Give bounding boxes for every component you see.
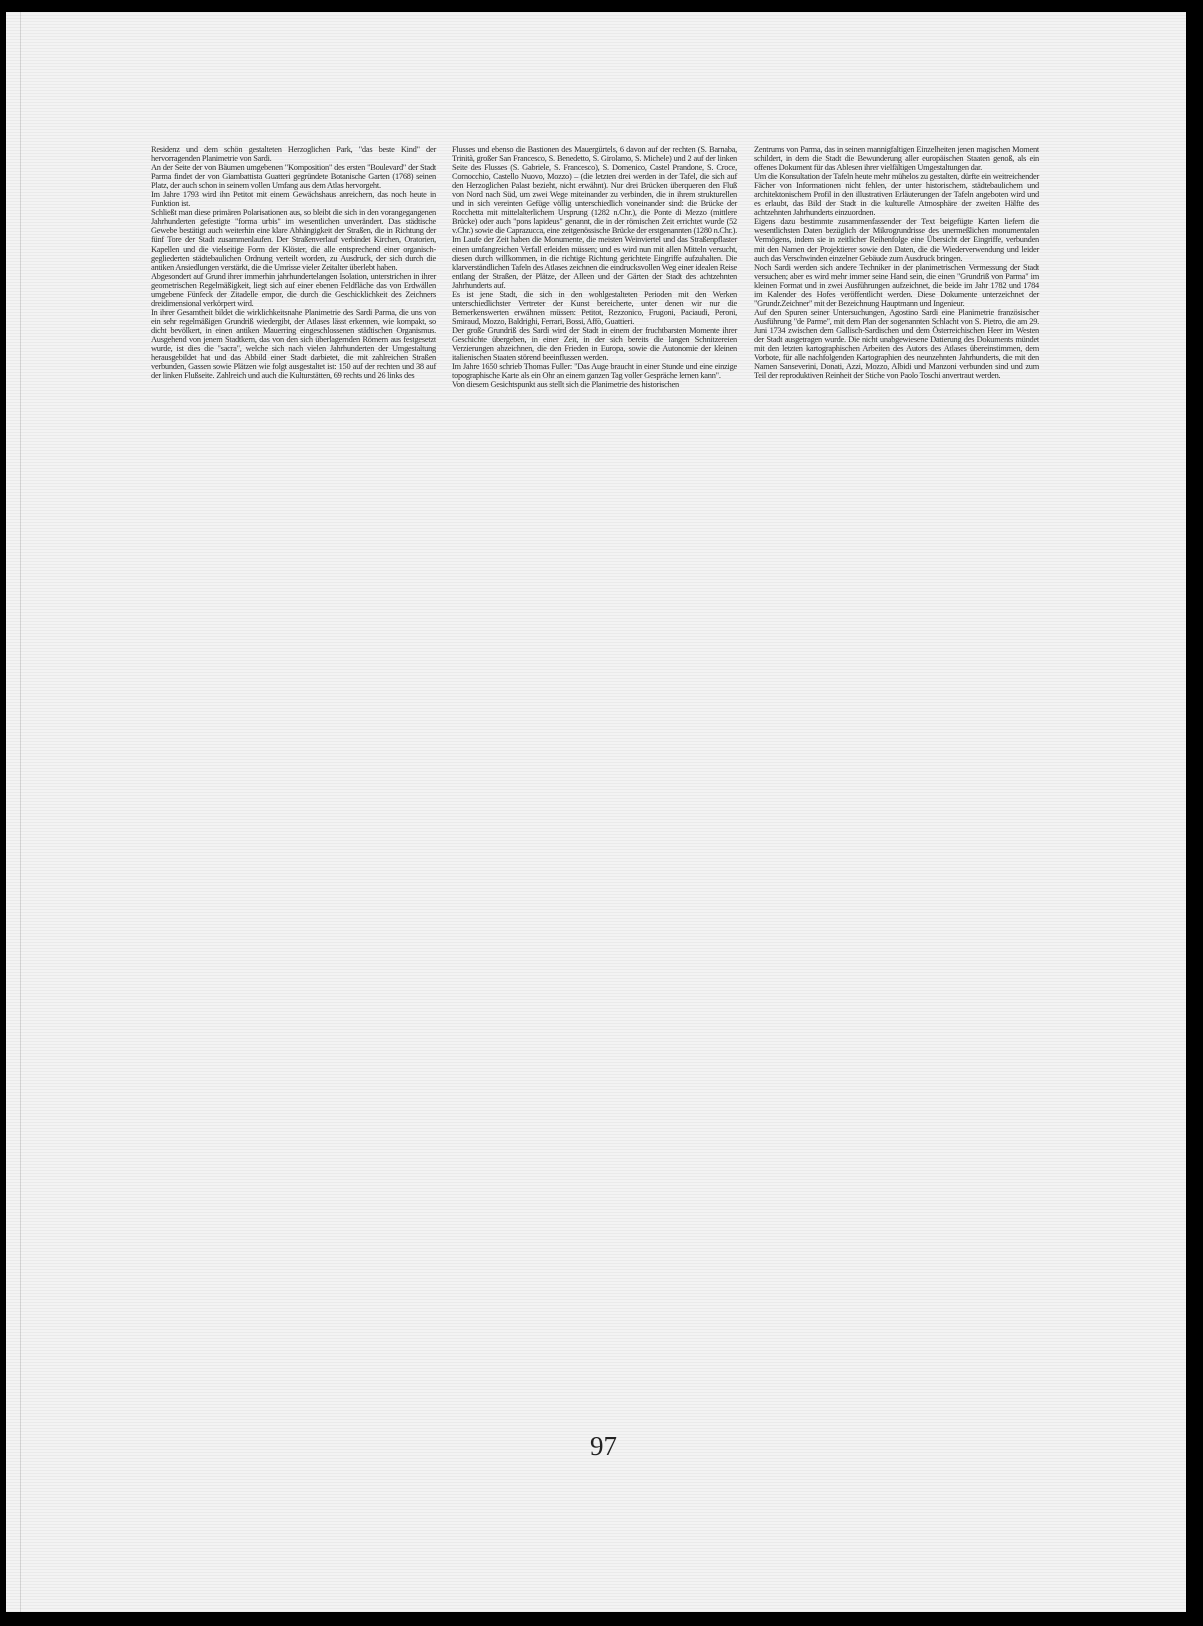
paragraph: Es ist jene Stadt, die sich in den wohlgestalteten Perioden mit den Werken unterschiedlichster Vertreter der Kunst bereicherte, unter denen wir nur die Bemerkenswerten erwähnen müssen: Petitot, Rezzonico, Frugoni, Paciaudi, Peroni, Smiraud, Mozzo, Baldrighi, Ferrari, Bossi, Affò, Guattieri.	[452, 289, 737, 326]
paragraph: Auf den Spuren seiner Untersuchungen, Agostino Sardi eine Planimetrie französischer Ausführung "de Parme", mit dem Plan der sogenannten Schlacht von S. Pietro, die am 29. Juni 1734 zwischen dem Gallisch-Sardischen und dem Österreichischen Heer im Westen der Stadt ausgetragen wurde. Die nicht unabgewiesene Datierung des Dokuments mündet mit den letzten kartographischen Arbeiten des Autors des Atlases übereinstimmen, dem Vorbote, für alle nachfolgenden Kartographien des neunzehnten Jahrhunderts, die mit den Namen Sanseverini, Donati, Azzi, Mozzo, Albidi und Manzoni verbunden sind und zum Teil der reproduktiven Reinheit der Stiche von Paolo Toschi anvertraut werden.	[754, 307, 1039, 381]
paragraph: Im Jahre 1650 schrieb Thomas Fuller: "Das Auge braucht in einer Stunde und eine einzige topographische Karte als ein Ohr an einem ganzen Tag voller Gespräche lernen kann".	[452, 362, 737, 381]
page-number: 97	[590, 1431, 617, 1461]
paragraph: Eigens dazu bestimmte zusammenfassender der Text beigefügte Karten liefern die wesentlichsten Daten bezüglich der Mikrogrundrisse des unermeßlichen monumentalen Vermögens, indem sie in zeitlicher Reihenfolge eine Übersicht der Eingriffe, verbunden mit den Namen der Projektierer sowie den Daten, die die Wiederverwendung und leider auch das Verschwinden einzelner Gebäude zum Ausdruck bringen.	[754, 217, 1039, 263]
text-column-3	[754, 145, 1039, 380]
paragraph: Im Jahre 1793 wird ihn Petitot mit einem Gewächshaus anreichern, das noch heute in Funktion ist.	[151, 190, 436, 209]
paragraph: Von diesem Gesichtspunkt aus stellt sich die Planimetrie des historischen	[452, 380, 679, 390]
paragraph: Abgesondert auf Grund ihrer immerhin jahrhundertelangen Isolation, unterstrichen in ihrer geometrischen Regelmäßigkeit, liegt sich auf einer ebenen Feldfläche das von Erdwällen umgebene Fünfeck der Zitadelle empor, die durch die Geschicklichkeit des Zeichners dreidimensional verkörpert wird.	[151, 271, 436, 308]
paragraph: An der Seite der von Bäumen umgebenen "Komposition" des ersten "Boulevard" der Stadt Parma findet der von Giambattista Guatteri gegründete Botanische Garten (1768) seinen Platz, der auch schon in seinem vollen Umfang aus dem Atlas hervorgeht.	[151, 163, 436, 191]
text-column-2	[452, 145, 737, 389]
paragraph: Zentrums von Parma, das in seinen mannigfaltigen Einzelheiten jenen magischen Moment schildert, in dem die Stadt die Bewunderung aller europäischen Staaten genoß, als ein offenes Dokument für das Ablesen ihrer vielfältigen Umgestaltungen dar.	[754, 145, 1039, 173]
paragraph: Residenz und dem schön gestalteten Herzoglichen Park, "das beste Kind" der hervorragenden Planimetrie von Sardi.	[151, 145, 436, 164]
paragraph: Flusses und ebenso die Bastionen des Mauergürtels, 6 davon auf der rechten (S. Barnaba, Trinità, großer San Francesco, S. Benedetto, S. Girolamo, S. Michele) und 2 auf der linken Seite des Flusses (S. Gabriele, S. Francesco), S. Domenico, Castel Prandone, S. Croce, Cornocchio, Castello Nuovo, Mozzo) – (die letzten drei werden in der Tafel, die sich auf den Herzoglichen Palast bezieht, nicht erwähnt). Nur drei Brücken überqueren den Fluß von Nord nach Süd, um zwei Wege miteinander zu verbinden, die in ihrem strukturellen und in sich vereinten Gefüge völlig unterschiedlich voneinander sind: die Brücke der Rocchetta mit mittelalterlichem Ursprung (1282 n.Chr.), die Ponte di Mezzo (mittlere Brücke) oder auch "pons lapideus" genannt, die in der römischen Zeit errichtet wurde (52 v.Chr.) sowie die Caprazucca, eine zeitgenössische Brücke der erstgenannten (1280 n.Chr.). Im Laufe der Zeit haben die Monumente, die meisten Weinviertel und das Straßenpflaster einen umfangreichen Verfall erleiden müssen; und es wird nun mit allen Mitteln versucht, diesen durch willkommen, in die richtige Richtung gerichtete Eingriffe aufzuhalten. Die klarverständlichen Tafeln des Atlases zeichnen die eindrucksvollen Weg einer idealen Reise entlang der Straßen, der Plätze, der Alleen und der Gärten der Stadt des achtzehnten Jahrhunderts auf.	[452, 145, 737, 290]
paragraph: Um die Konsultation der Tafeln heute mehr mühelos zu gestalten, dürfte ein weitreichender Fächer von Informationen nicht fehlen, der unter historischem, städtebaulichem und architektonischem Profil in den illustrativen Erläuterungen der Tafeln angeboten wird und es erlaubt, das Bild der Stadt in die kulturelle Atmosphäre der zweiten Hälfte des achtzehnten Jahrhunderts einzuordnen.	[754, 172, 1039, 218]
paragraph: Noch Sardi werden sich andere Techniker in der planimetrischen Vermessung der Stadt versuchen; aber es wird mehr immer seine Hand sein, die einen "Grundriß von Parma" im kleinen Format und in zwei Ausführungen aufzeichnet, die beide im Jahr 1782 und 1784 im Kalender des Hofes veröffentlicht werden. Diese Dokumente unterzeichnet der "Grundr.Zeichner" mit der Bezeichnung Hauptmann und Ingenieur.	[754, 262, 1039, 308]
paragraph: Schließt man diese primären Polarisationen aus, so bleibt die sich in den vorangegangenen Jahrhunderten gefestigte "forma urbis" im wesentlichen unverändert. Das städtische Gewebe bestätigt auch weiterhin eine klare Abhängigkeit der Straßen, die in Richtung der fünf Tore der Stadt zusammenlaufen. Der Straßenverlauf verbindet Kirchen, Oratorien, Kapellen und die vielseitige Form der Klöster, die alle entsprechend einer organisch-gegliederten städtebaulichen Ordnung verteilt worden, zu Ausdruck, der sich durch die antiken Ansiedlungen verstärkt, die die Umrisse vieler Zeitalter überlebt haben.	[151, 208, 436, 272]
paragraph: Der große Grundriß des Sardi wird der Stadt in einem der fruchtbarsten Momente ihrer Geschichte übergeben, in einer Zeit, in der sich bereits die langen Schnitzereien Verzierungen abzeichnen, die den Frieden in Europa, sowie die Autonomie der kleinen italienischen Staaten störend beeinflussen werden.	[452, 325, 737, 363]
paragraph: In ihrer Gesamtheit bildet die wirklichkeitsnahe Planimetrie des Sardi Parma, die uns von ein sehr regelmäßigen Grundriß wiedergibt, der Atlases lässt erkennen, wie kompakt, so dicht bevölkert, in einen antiken Mauerring eingeschlossenen städtischen Organismus. Ausgehend von jenem Stadtkern, das von den sich überlagernden Römern aus festgesetzt wurde, ist dies die "sacra", welche sich nach vielen Jahrhunderten der Umgestaltung herausgebildet hat und das Abbild einer Stadt darbietet, die mit zahlreichen Straßen verbunden, Gassen sowie Plätzen wie folgt ausgestaltet ist: 150 auf der rechten und 38 auf der linken Flußseite. Zahlreich und auch die Kulturstätten, 69 rechts und 26 links des	[151, 307, 436, 381]
text-column-1	[151, 145, 436, 380]
book-page	[6, 12, 1186, 1612]
page-fold-shadow	[20, 12, 21, 1612]
